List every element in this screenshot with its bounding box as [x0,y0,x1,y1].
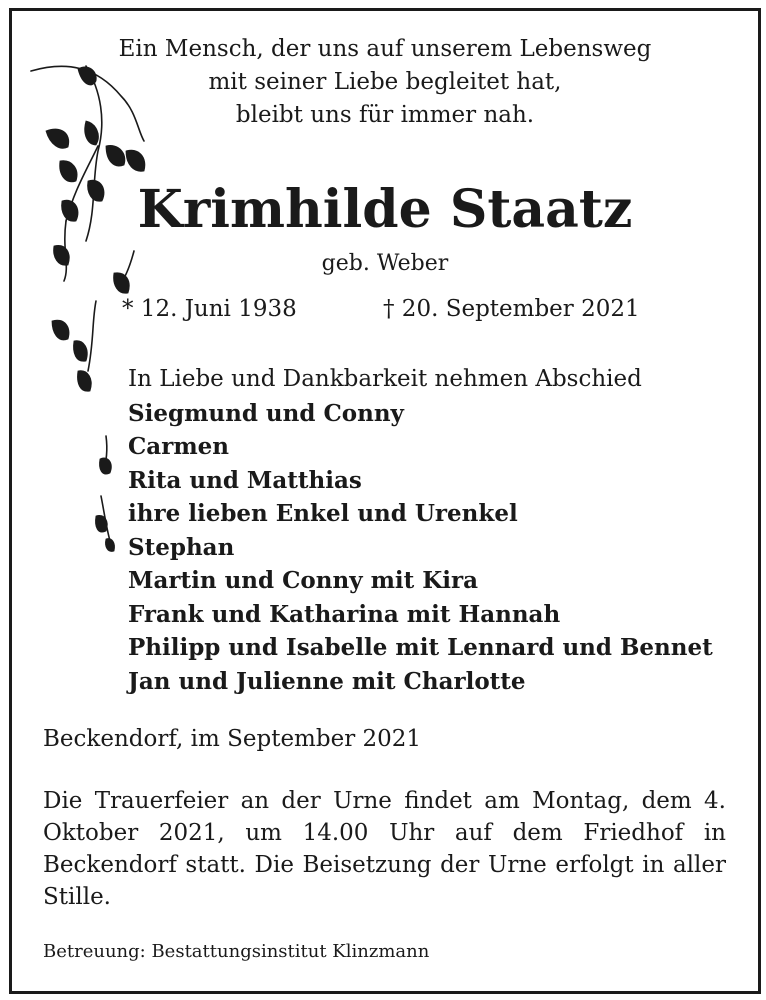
death-date: † 20. September 2021 [383,296,640,322]
mourners-intro: In Liebe und Dankbarkeit nehmen Abschied [128,366,642,392]
funeral-notice: Die Trauerfeier an der Urne findet am Montag, dem 4. Oktober 2021, um 14.00 Uhr auf dem Friedhof in Beckendorf statt. Die Beisetzung der Urne erfolgt in aller Stille. [43,788,726,910]
place-date: Beckendorf, im September 2021 [43,726,422,752]
mourner-name: ihre lieben Enkel und Urenkel [128,500,518,527]
deceased-name: Krimhilde Staatz [137,179,633,240]
mourner-name: Siegmund und Conny [128,400,404,427]
verse-line-3: bleibt uns für immer nah. [235,102,535,128]
verse-line-1: Ein Mensch, der uns auf unserem Lebensweg [118,36,652,62]
mourner-name: Stephan [128,534,235,561]
verse-line-2: mit seiner Liebe begleitet hat, [208,69,562,95]
funeral-home: Betreuung: Bestattungsinstitut Klinzmann [43,941,430,962]
mourner-name: Martin und Conny mit Kira [128,567,479,594]
mourner-name: Philipp und Isabelle mit Lennard und Bennet [128,634,713,661]
mourner-name: Rita und Matthias [128,467,362,494]
mourner-name: Frank und Katharina mit Hannah [128,601,561,628]
mourner-name: Jan und Julienne mit Charlotte [128,668,526,695]
mourner-name: Carmen [128,433,230,460]
birth-date: * 12. Juni 1938 [122,296,297,322]
obituary-card [9,8,761,994]
maiden-name: geb. Weber [321,251,449,276]
